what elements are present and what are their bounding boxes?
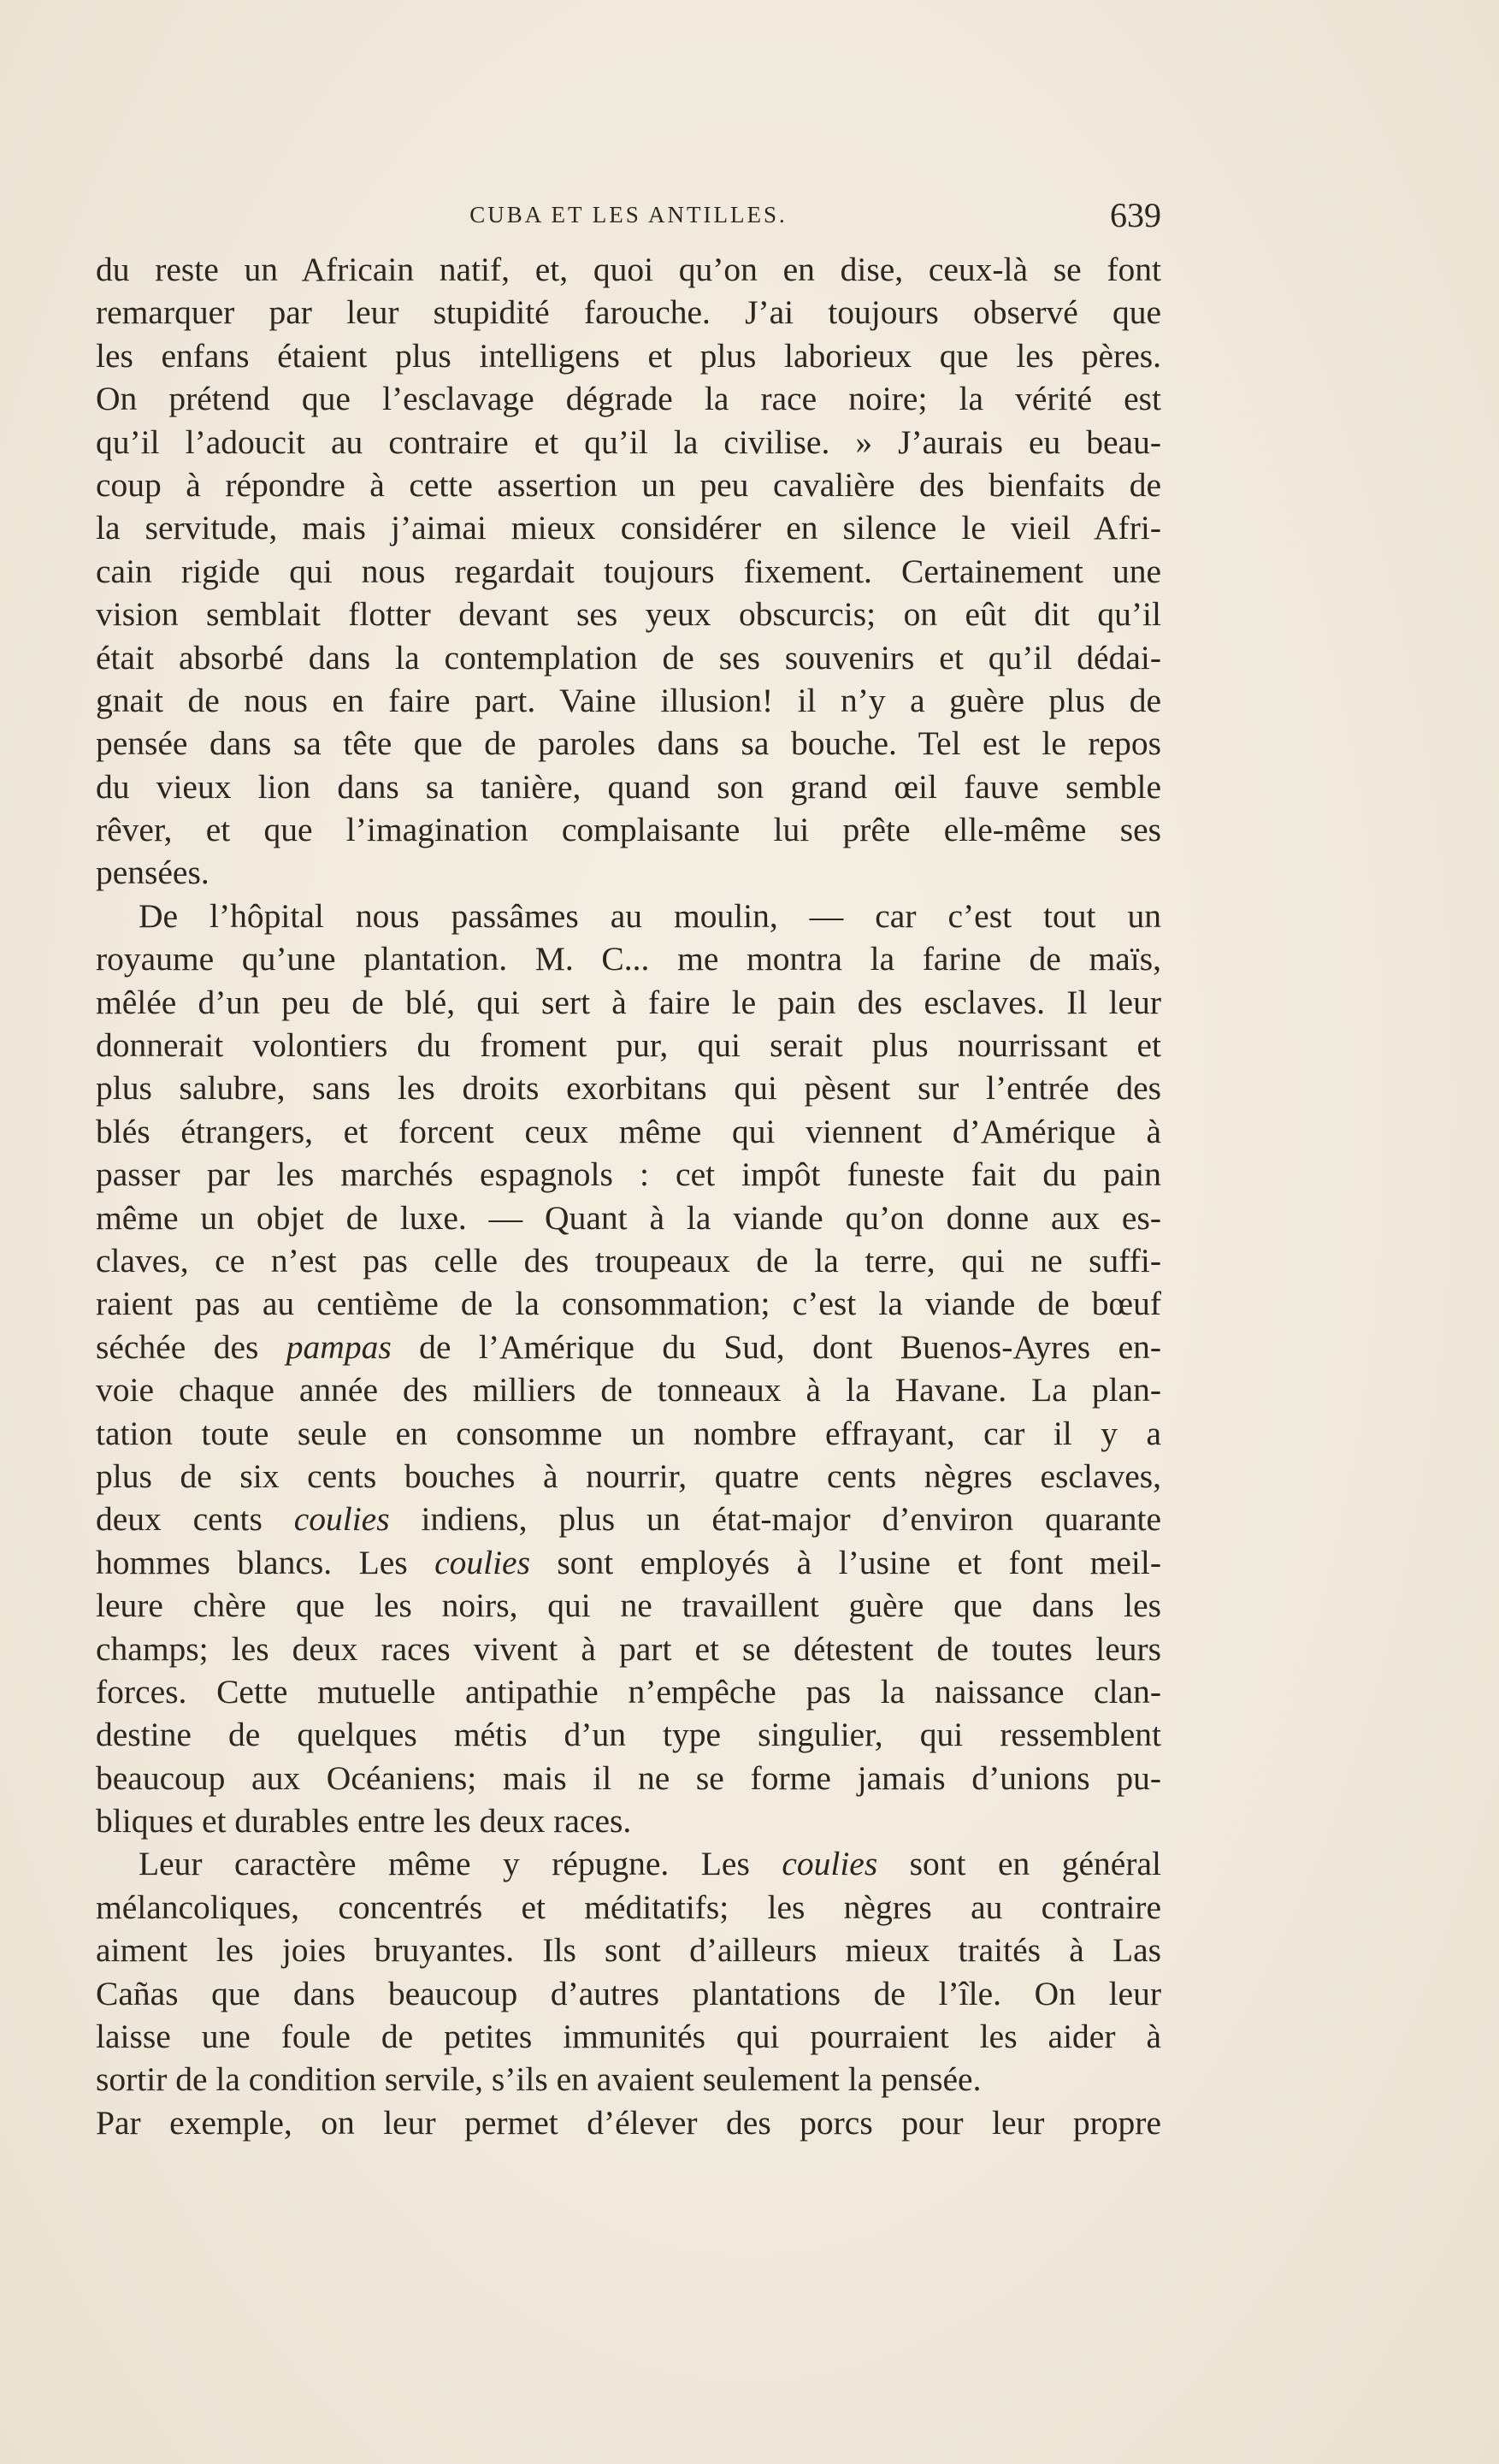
text-segment: leure chère que les noirs, qui ne travaillent guère que dans les: [96, 1587, 1161, 1625]
text-line: [96, 636, 1161, 679]
text-segment: hommes blancs. Les: [96, 1543, 435, 1581]
text-segment: raient pas au centième de la consommation; c’est la viande de bœuf: [96, 1285, 1161, 1323]
text-line: [96, 1886, 1161, 1929]
text-line: [96, 2101, 1161, 2144]
text-line: [96, 506, 1161, 549]
text-segment: mélancoliques, concentrés et méditatifs; les nègres au contraire: [96, 1888, 1161, 1926]
text-segment: pensées.: [96, 854, 210, 892]
text-segment: destine de quelques métis d’un type singulier, qui ressemblent: [96, 1716, 1161, 1754]
text-line: [96, 1412, 1161, 1455]
text-line: [96, 1628, 1161, 1670]
text-line: [96, 1326, 1161, 1368]
text-segment: séchée des: [96, 1327, 286, 1366]
text-line: [96, 593, 1161, 635]
text-segment: indiens, plus un état-major d’environ quarante: [389, 1500, 1161, 1539]
text-line: [96, 808, 1161, 851]
text-segment: la servitude, mais j’aimai mieux considérer en silence le vieil Afri-: [96, 509, 1161, 547]
text-line: [96, 679, 1161, 722]
text-segment: On prétend que l’esclavage dégrade la race noire; la vérité est: [96, 380, 1161, 418]
text-line: [96, 1153, 1161, 1196]
text-line: [96, 981, 1161, 1024]
text-segment: plus de six cents bouches à nourrir, quatre cents nègres esclaves,: [96, 1457, 1161, 1495]
italic-word: coulies: [782, 1845, 878, 1883]
text-line: [96, 1455, 1161, 1498]
text-segment: bliques et durables entre les deux races.: [96, 1802, 632, 1841]
text-segment: sont employés à l’usine et font meil-: [529, 1543, 1161, 1581]
text-segment: sortir de la condition servile, s’ils en avaient seulement la pensée.: [96, 2060, 982, 2099]
text-line: [96, 1541, 1161, 1584]
text-line: [96, 377, 1161, 420]
text-segment: voie chaque année des milliers de tonneaux à la Havane. La plan-: [96, 1371, 1161, 1409]
text-segment: claves, ce n’est pas celle des troupeaux de la terre, qui ne suffi-: [96, 1241, 1161, 1279]
text-segment: remarquer par leur stupidité farouche. J’ai toujours observé que: [96, 293, 1161, 332]
text-line: [96, 765, 1161, 808]
text-segment: rêver, et que l’imagination complaisante lui prête elle-même ses: [96, 811, 1161, 849]
text-segment: beaucoup aux Océaniens; mais il ne se forme jamais d’unions pu-: [96, 1758, 1161, 1797]
text-line: [96, 1842, 1161, 1885]
text-segment: cain rigide qui nous regardait toujours fixement. Certainement une: [96, 552, 1161, 590]
text-segment: gnait de nous en faire part. Vaine illusion! il n’y a guère plus de: [96, 681, 1161, 719]
text-line: [96, 1757, 1161, 1799]
text-line: [96, 248, 1161, 291]
italic-word: pampas: [286, 1327, 392, 1366]
text-segment: les enfans étaient plus intelligens et plus laborieux que les pères.: [96, 336, 1161, 375]
text-segment: Leur caractère même y répugne. Les: [139, 1845, 782, 1883]
text-segment: qu’il l’adoucit au contraire et qu’il la civilise. » J’aurais eu beau-: [96, 422, 1161, 461]
text-segment: deux cents: [96, 1500, 294, 1539]
text-line: [96, 1584, 1161, 1627]
running-head: [96, 193, 1161, 236]
text-segment: royaume qu’une plantation. M. C... me montra la farine de maïs,: [96, 940, 1161, 978]
text-segment: plus salubre, sans les droits exorbitans qui pèsent sur l’entrée des: [96, 1069, 1161, 1108]
text-line: [96, 1368, 1161, 1411]
text-line: [96, 895, 1161, 937]
text-line: [96, 291, 1161, 334]
text-segment: même un objet de luxe. — Quant à la viande qu’on donne aux es-: [96, 1198, 1161, 1237]
text-segment: pensée dans sa tête que de paroles dans sa bouche. Tel est le repos: [96, 724, 1161, 763]
text-line: [96, 1972, 1161, 2015]
text-segment: du vieux lion dans sa tanière, quand son grand œil fauve semble: [96, 767, 1161, 806]
text-line: [96, 464, 1161, 506]
text-segment: vision semblait flotter devant ses yeux obscurcis; on eût dit qu’il: [96, 595, 1161, 634]
text-line: [96, 334, 1161, 377]
text-segment: passer par les marchés espagnols : cet impôt funeste fait du pain: [96, 1155, 1161, 1194]
text-line: [96, 421, 1161, 464]
text-segment: blés étrangers, et forcent ceux même qui viennent d’Amérique à: [96, 1112, 1161, 1150]
text-line: [96, 2058, 1161, 2101]
text-segment: mêlée d’un peu de blé, qui sert à faire le pain des esclaves. Il leur: [96, 983, 1161, 1021]
text-segment: forces. Cette mutuelle antipathie n’empêche pas la naissance clan-: [96, 1672, 1161, 1711]
page-number: 639: [1110, 196, 1161, 234]
text-line: [96, 1799, 1161, 1842]
text-line: [96, 2015, 1161, 2058]
text-segment: laisse une foule de petites immunités qui pourraient les aider à: [96, 2018, 1161, 2056]
text-line: [96, 1713, 1161, 1756]
text-segment: champs; les deux races vivent à part et se détestent de toutes leurs: [96, 1629, 1161, 1668]
text-segment: du reste un Africain natif, et, quoi qu’on en dise, ceux-là se font: [96, 251, 1161, 288]
text-line: [96, 1024, 1161, 1067]
text-line: [96, 1110, 1161, 1153]
text-line: [96, 550, 1161, 593]
text-line: [96, 1197, 1161, 1239]
text-line: [96, 1929, 1161, 1971]
text-line: [96, 1282, 1161, 1325]
body-text: [96, 248, 1161, 2144]
text-line: [96, 1067, 1161, 1109]
italic-word: coulies: [434, 1543, 530, 1581]
text-segment: Cañas que dans beaucoup d’autres plantations de l’île. On leur: [96, 1974, 1161, 2012]
text-segment: coup à répondre à cette assertion un peu cavalière des bienfaits de: [96, 465, 1161, 504]
text-line: [96, 1670, 1161, 1713]
italic-word: coulies: [293, 1500, 390, 1539]
text-line: [96, 937, 1161, 980]
text-line: [96, 851, 1161, 894]
text-segment: aiment les joies bruyantes. Ils sont d’ailleurs mieux traités à Las: [96, 1931, 1161, 1970]
text-line: [96, 1239, 1161, 1282]
text-segment: Par exemple, on leur permet d’élever des porcs pour leur propre: [96, 2103, 1161, 2142]
text-line: [96, 722, 1161, 765]
text-segment: sont en général: [877, 1845, 1161, 1883]
text-segment: tation toute seule en consomme un nombre effrayant, car il y a: [96, 1414, 1161, 1452]
text-segment: De l’hôpital nous passâmes au moulin, — car c’est tout un: [139, 896, 1161, 935]
running-title: CUBA ET LES ANTILLES.: [469, 202, 788, 227]
text-segment: donnerait volontiers du froment pur, qui serait plus nourrissant et: [96, 1026, 1161, 1065]
text-segment: était absorbé dans la contemplation de ses souvenirs et qu’il dédai-: [96, 638, 1161, 677]
text-segment: de l’Amérique du Sud, dont Buenos-Ayres en-: [391, 1327, 1161, 1366]
text-line: [96, 1498, 1161, 1540]
